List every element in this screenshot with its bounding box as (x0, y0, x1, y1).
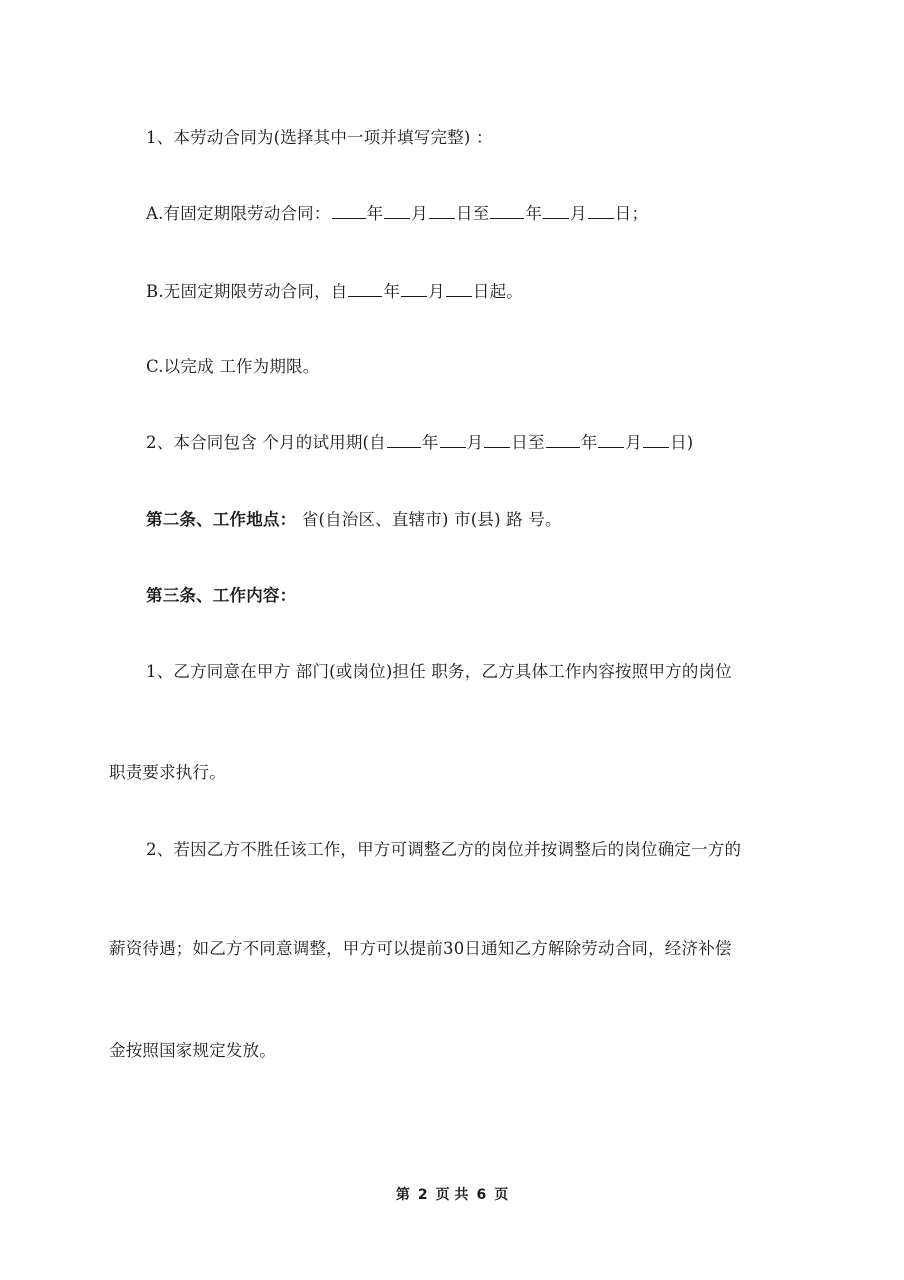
month-label: 月 (466, 433, 484, 452)
footer-suffix: 页 (494, 1187, 509, 1203)
article-2-work-location (146, 508, 562, 532)
year-label: 年 (366, 204, 384, 223)
blank-year (332, 202, 366, 219)
blank-year (546, 431, 580, 448)
day-label: 日至 (455, 204, 490, 223)
option-a-prefix: A.有固定期限劳动合同： (146, 204, 331, 223)
year-label: 年 (525, 204, 543, 223)
option-a-fixed-term (146, 202, 648, 226)
blank-day (446, 280, 472, 297)
page-footer (0, 1184, 904, 1204)
option-b-open-term (146, 280, 523, 304)
probation-prefix: 2、本合同包含 个月的试用期(自 (146, 433, 386, 452)
term-type-intro: 1、本劳动合同为(选择其中一项并填写完整) ： (146, 128, 493, 147)
article-3-item-1-line-2: 职责要求执行。 (109, 763, 226, 782)
blank-year (348, 280, 382, 297)
blank-month (598, 431, 624, 448)
option-c-task-term: C.以完成 工作为期限。 (146, 357, 320, 376)
blank-year (387, 431, 421, 448)
day-label: 日起。 (472, 282, 523, 301)
footer-mid: 页 共 (435, 1187, 469, 1203)
probation-period (146, 431, 693, 455)
blank-month (543, 202, 569, 219)
day-label: 日) (670, 433, 694, 452)
total-pages-number: 6 (476, 1187, 487, 1203)
month-label: 月 (625, 433, 643, 452)
blank-month (401, 280, 427, 297)
article-2-text: 省(自治区、直辖市) 市(县) 路 号。 (296, 510, 562, 529)
article-3-item-2-line-3: 金按照国家规定发放。 (109, 1041, 276, 1060)
blank-day (643, 431, 669, 448)
footer-prefix: 第 (395, 1187, 410, 1203)
year-label: 年 (580, 433, 598, 452)
article-3-item-1-line-1: 1、乙方同意在甲方 部门(或岗位)担任 职务，乙方具体工作内容按照甲方的岗位 (146, 662, 732, 681)
month-label: 月 (570, 204, 587, 223)
year-label: 年 (383, 282, 401, 301)
option-b-prefix: B.无固定期限劳动合同，自 (146, 282, 348, 301)
blank-day (588, 202, 614, 219)
month-label: 月 (411, 204, 428, 223)
blank-month (384, 202, 410, 219)
article-3-item-2-line-1: 2、若因乙方不胜任该工作，甲方可调整乙方的岗位并按调整后的岗位确定一方的 (146, 840, 742, 859)
article-2-heading: 第二条、工作地点： (146, 510, 297, 529)
day-label: 日； (614, 204, 649, 223)
blank-month (440, 431, 466, 448)
blank-day (484, 431, 510, 448)
current-page-number: 2 (417, 1187, 428, 1203)
blank-day (429, 202, 455, 219)
day-label: 日至 (511, 433, 545, 452)
year-label: 年 (421, 433, 439, 452)
blank-year (490, 202, 524, 219)
month-label: 月 (428, 282, 445, 301)
article-3-item-2-line-2: 薪资待遇；如乙方不同意调整，甲方可以提前30日通知乙方解除劳动合同，经济补偿 (109, 939, 732, 958)
article-3-heading: 第三条、工作内容： (146, 586, 297, 605)
